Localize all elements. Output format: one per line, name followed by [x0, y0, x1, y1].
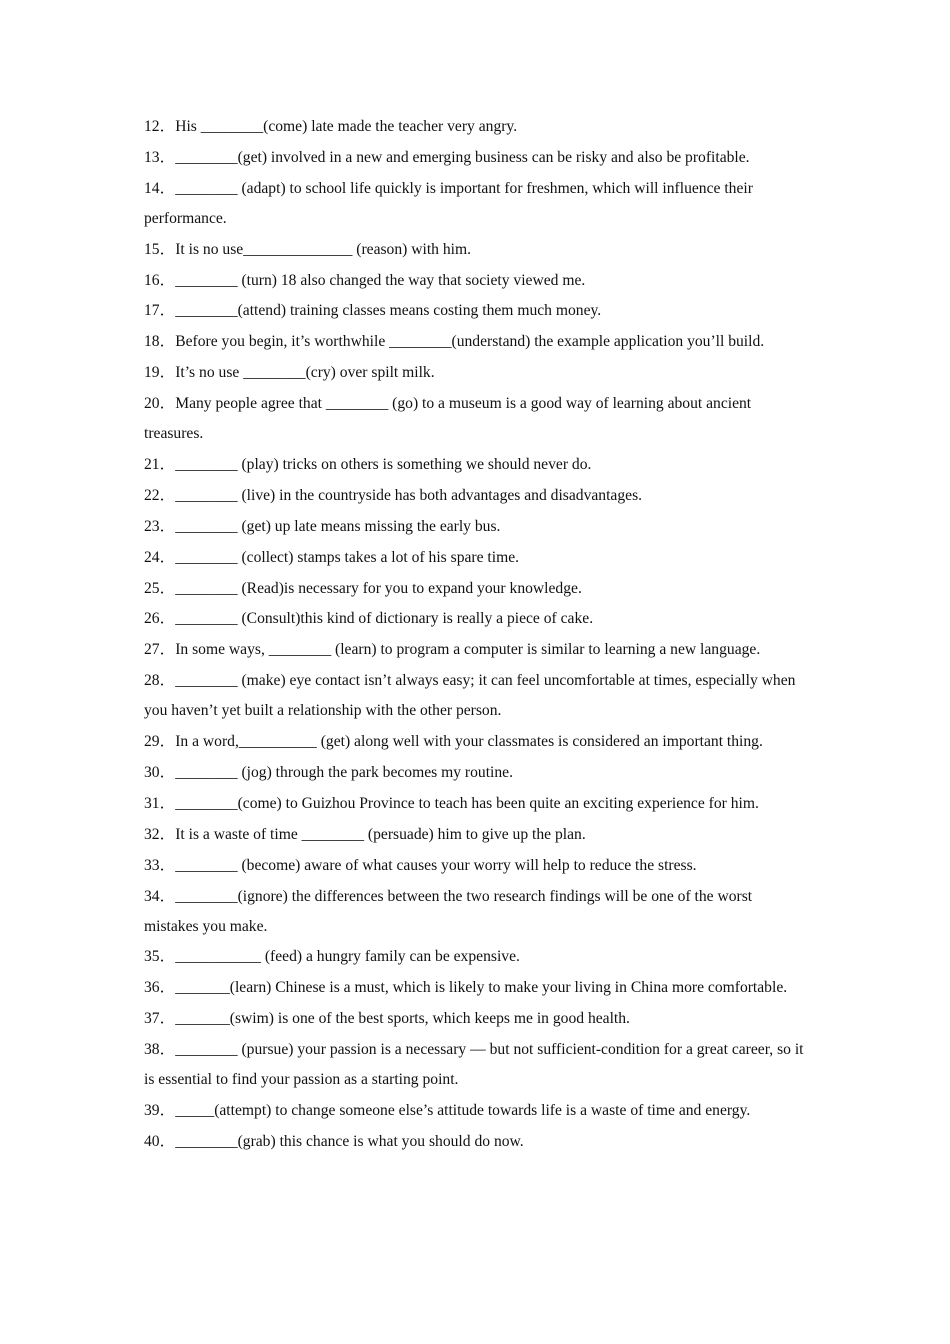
question-item: [144, 942, 808, 972]
question-number: 21．: [144, 456, 176, 474]
question-item: [144, 235, 808, 265]
question-text: It is no use______________ (reason) with him.: [175, 240, 472, 258]
question-item: [144, 327, 808, 357]
question-number: 12．: [144, 118, 176, 135]
question-number: 30．: [144, 764, 176, 782]
question-item: [144, 635, 808, 665]
question-item: [144, 851, 808, 881]
question-number: 36．: [144, 979, 176, 997]
question-item: [144, 1096, 808, 1126]
question-text: ________ (Consult)this kind of dictionary is really a piece of cake.: [175, 610, 594, 628]
question-text: ________(come) to Guizhou Province to teach has been quite an exciting experience for him.: [175, 794, 759, 812]
question-item: [144, 296, 808, 326]
question-item: [144, 112, 808, 142]
question-item: [144, 727, 808, 757]
question-text: ________ (play) tricks on others is something we should never do.: [175, 456, 592, 474]
question-number: 18．: [144, 333, 176, 351]
question-number: 29．: [144, 733, 176, 751]
question-text: ________ (get) up late means missing the early bus.: [175, 517, 501, 535]
question-text: It’s no use ________(cry) over spilt milk.: [175, 364, 435, 382]
question-number: 40．: [144, 1132, 176, 1150]
question-text: It is a waste of time ________ (persuade) him to give up the plan.: [175, 825, 586, 843]
question-number: 39．: [144, 1102, 176, 1120]
question-text: In some ways, ________ (learn) to program a computer is similar to learning a new language.: [175, 641, 761, 659]
question-number: 38．: [144, 1041, 176, 1059]
question-item: [144, 481, 808, 511]
question-item: [144, 358, 808, 388]
question-text: Many people agree that ________ (go) to a museum is a good way of learning about ancient treasures.: [144, 395, 752, 443]
question-number: 15．: [144, 240, 176, 258]
question-number: 20．: [144, 395, 176, 413]
question-item: [144, 266, 808, 296]
question-number: 28．: [144, 672, 176, 690]
question-text: _______(swim) is one of the best sports, which keeps me in good health.: [175, 1010, 630, 1028]
question-text: ________(ignore) the differences between the two research findings will be one of the worst mistakes you make.: [144, 887, 753, 935]
question-text: ________(grab) this chance is what you should do now.: [175, 1132, 524, 1150]
question-number: 22．: [144, 486, 176, 504]
question-item: [144, 604, 808, 634]
question-text: ________ (adapt) to school life quickly is important for freshmen, which will influence their performance.: [144, 179, 753, 227]
question-item: [144, 820, 808, 850]
question-text: ___________ (feed) a hungry family can be expensive.: [175, 948, 520, 966]
question-text: ________(attend) training classes means costing them much money.: [175, 302, 602, 320]
question-text: Before you begin, it’s worthwhile ________(understand) the example application you’ll build.: [175, 333, 765, 351]
question-text: In a word,__________ (get) along well with your classmates is considered an important thing.: [175, 733, 763, 751]
question-item: [144, 512, 808, 542]
question-number: 35．: [144, 948, 176, 966]
question-item: [144, 143, 808, 173]
question-item: [144, 758, 808, 788]
question-text: ________ (pursue) your passion is a necessary — but not sufficient-condition for a great career, so it is essential to find your passion as a starting point.: [144, 1041, 804, 1089]
question-number: 33．: [144, 856, 176, 874]
question-number: 17．: [144, 302, 176, 320]
question-number: 13．: [144, 148, 176, 166]
question-number: 37．: [144, 1010, 176, 1028]
question-number: 16．: [144, 271, 176, 289]
question-text: ________ (live) in the countryside has both advantages and disadvantages.: [175, 486, 643, 504]
question-number: 24．: [144, 548, 176, 566]
question-text: ________(get) involved in a new and emerging business can be risky and also be profitable.: [175, 148, 750, 166]
question-item: [144, 666, 808, 726]
question-number: 26．: [144, 610, 176, 628]
question-item: [144, 1004, 808, 1034]
question-number: 27．: [144, 641, 176, 659]
question-number: 32．: [144, 825, 176, 843]
question-item: [144, 1035, 808, 1095]
question-item: [144, 789, 808, 819]
question-item: [144, 174, 808, 234]
question-text: ________ (make) eye contact isn’t always easy; it can feel uncomfortable at times, especially when you haven’t yet built a relationship with the other person.: [144, 672, 796, 720]
question-text: ________ (jog) through the park becomes my routine.: [175, 764, 513, 782]
question-text: ________ (Read)is necessary for you to expand your knowledge.: [175, 579, 582, 597]
question-item: [144, 543, 808, 573]
question-text: _____(attempt) to change someone else’s attitude towards life is a waste of time and energy.: [175, 1102, 751, 1120]
question-text: _______(learn) Chinese is a must, which is likely to make your living in China more comfortable.: [175, 979, 788, 997]
question-number: 34．: [144, 887, 176, 905]
question-list: [144, 112, 808, 1158]
question-item: [144, 450, 808, 480]
question-number: 31．: [144, 794, 176, 812]
question-text: His ________(come) late made the teacher very angry.: [175, 118, 518, 135]
question-text: ________ (collect) stamps takes a lot of his spare time.: [175, 548, 520, 566]
question-number: 19．: [144, 364, 176, 382]
question-item: [144, 574, 808, 604]
question-number: 25．: [144, 579, 176, 597]
question-text: ________ (turn) 18 also changed the way that society viewed me.: [175, 271, 586, 289]
question-item: [144, 973, 808, 1003]
question-text: ________ (become) aware of what causes your worry will help to reduce the stress.: [175, 856, 697, 874]
question-item: [144, 1127, 808, 1157]
question-number: 14．: [144, 179, 176, 197]
question-number: 23．: [144, 517, 176, 535]
question-item: [144, 882, 808, 942]
question-item: [144, 389, 808, 449]
